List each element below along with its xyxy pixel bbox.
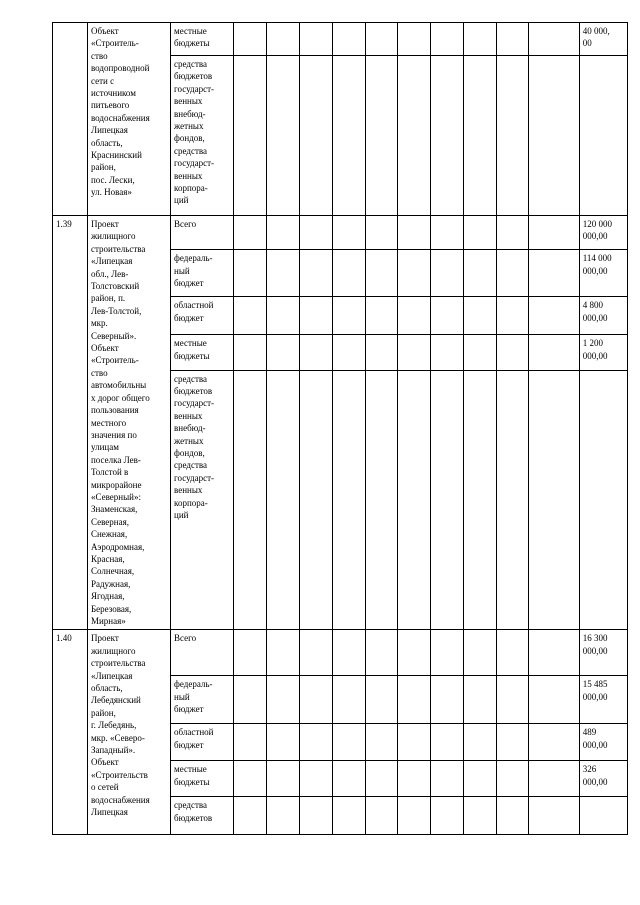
object-description: Проект жилищного строительства «Липецкая область, Лебедянский район, г. Лебедянь, мкр. «Северо- Западный». Объект «Строительств о сетей водоснабжения Липецкая: [87, 630, 170, 835]
empty-cell: [398, 250, 431, 297]
empty-cell: [529, 23, 579, 56]
empty-cell: [365, 297, 398, 335]
empty-cell: [234, 23, 267, 56]
empty-cell: [365, 761, 398, 797]
empty-cell: [431, 676, 464, 724]
empty-cell: [300, 56, 333, 216]
table-row: [53, 23, 628, 56]
empty-cell: [332, 676, 365, 724]
empty-cell: [463, 335, 496, 370]
empty-cell: [398, 370, 431, 630]
funding-amount: 1 200 000,00: [579, 335, 627, 370]
empty-cell: [234, 797, 267, 835]
empty-cell: [463, 370, 496, 630]
funding-source: областной бюджет: [171, 724, 234, 761]
empty-cell: [365, 724, 398, 761]
empty-cell: [398, 676, 431, 724]
empty-cell: [496, 335, 529, 370]
empty-cell: [332, 23, 365, 56]
empty-cell: [529, 676, 579, 724]
empty-cell: [463, 676, 496, 724]
funding-amount: 15 485 000,00: [579, 676, 627, 724]
funding-amount: [579, 370, 627, 630]
empty-cell: [431, 761, 464, 797]
program-funding-table: [52, 22, 628, 835]
empty-cell: [332, 297, 365, 335]
empty-cell: [332, 724, 365, 761]
empty-cell: [529, 56, 579, 216]
empty-cell: [267, 370, 300, 630]
empty-cell: [529, 297, 579, 335]
empty-cell: [332, 335, 365, 370]
empty-cell: [463, 724, 496, 761]
empty-cell: [332, 56, 365, 216]
funding-source: местные бюджеты: [171, 335, 234, 370]
funding-source: федераль- ный бюджет: [171, 676, 234, 724]
empty-cell: [300, 250, 333, 297]
funding-amount: 489 000,00: [579, 724, 627, 761]
empty-cell: [365, 630, 398, 676]
empty-cell: [267, 630, 300, 676]
funding-amount: 326 000,00: [579, 761, 627, 797]
funding-source: местные бюджеты: [171, 761, 234, 797]
empty-cell: [365, 370, 398, 630]
empty-cell: [398, 335, 431, 370]
table-row: [53, 216, 628, 250]
funding-source: Всего: [171, 630, 234, 676]
empty-cell: [267, 724, 300, 761]
funding-amount: 114 000 000,00: [579, 250, 627, 297]
empty-cell: [398, 724, 431, 761]
empty-cell: [398, 630, 431, 676]
empty-cell: [332, 797, 365, 835]
empty-cell: [431, 250, 464, 297]
funding-source: федераль- ный бюджет: [171, 250, 234, 297]
empty-cell: [529, 797, 579, 835]
empty-cell: [332, 761, 365, 797]
empty-cell: [267, 297, 300, 335]
row-number: [53, 23, 88, 216]
empty-cell: [365, 23, 398, 56]
funding-source: средства бюджетов: [171, 797, 234, 835]
table-row: [53, 630, 628, 676]
empty-cell: [267, 56, 300, 216]
object-description: Объект «Строитель- ство водопроводной сети с источником питьевого водоснабжения Липецкая область, Краснинский район, пос. Лески, ул. Новая»: [87, 23, 170, 216]
empty-cell: [234, 630, 267, 676]
funding-amount: 16 300 000,00: [579, 630, 627, 676]
empty-cell: [300, 761, 333, 797]
empty-cell: [300, 724, 333, 761]
empty-cell: [300, 676, 333, 724]
empty-cell: [463, 56, 496, 216]
empty-cell: [300, 216, 333, 250]
empty-cell: [267, 250, 300, 297]
empty-cell: [431, 370, 464, 630]
empty-cell: [529, 630, 579, 676]
empty-cell: [529, 335, 579, 370]
empty-cell: [529, 724, 579, 761]
empty-cell: [234, 761, 267, 797]
funding-amount: 120 000 000,00: [579, 216, 627, 250]
empty-cell: [529, 761, 579, 797]
empty-cell: [300, 335, 333, 370]
funding-amount: 40 000, 00: [579, 23, 627, 56]
empty-cell: [332, 370, 365, 630]
funding-source: Всего: [171, 216, 234, 250]
empty-cell: [463, 630, 496, 676]
empty-cell: [332, 216, 365, 250]
empty-cell: [234, 370, 267, 630]
funding-source: средства бюджетов государст- венных внебюд- жетных фондов, средства государст- венных корпора- ций: [171, 56, 234, 216]
empty-cell: [234, 297, 267, 335]
empty-cell: [300, 630, 333, 676]
empty-cell: [496, 297, 529, 335]
empty-cell: [300, 797, 333, 835]
empty-cell: [398, 297, 431, 335]
empty-cell: [431, 630, 464, 676]
empty-cell: [463, 297, 496, 335]
empty-cell: [234, 676, 267, 724]
empty-cell: [234, 724, 267, 761]
funding-source: средства бюджетов государст- венных внебюд- жетных фондов, средства государст- венных корпора- ций: [171, 370, 234, 630]
funding-amount: [579, 56, 627, 216]
empty-cell: [234, 335, 267, 370]
empty-cell: [234, 56, 267, 216]
empty-cell: [463, 797, 496, 835]
empty-cell: [332, 250, 365, 297]
empty-cell: [496, 724, 529, 761]
empty-cell: [529, 216, 579, 250]
empty-cell: [496, 630, 529, 676]
empty-cell: [365, 797, 398, 835]
empty-cell: [431, 23, 464, 56]
empty-cell: [398, 216, 431, 250]
funding-source: местные бюджеты: [171, 23, 234, 56]
empty-cell: [431, 216, 464, 250]
empty-cell: [398, 761, 431, 797]
empty-cell: [529, 250, 579, 297]
funding-amount: 4 800 000,00: [579, 297, 627, 335]
row-number: 1.40: [53, 630, 88, 835]
empty-cell: [463, 23, 496, 56]
funding-amount: [579, 797, 627, 835]
empty-cell: [496, 56, 529, 216]
empty-cell: [431, 56, 464, 216]
empty-cell: [365, 250, 398, 297]
empty-cell: [234, 216, 267, 250]
empty-cell: [398, 23, 431, 56]
empty-cell: [332, 630, 365, 676]
empty-cell: [431, 797, 464, 835]
empty-cell: [365, 56, 398, 216]
empty-cell: [463, 250, 496, 297]
empty-cell: [365, 216, 398, 250]
funding-source: областной бюджет: [171, 297, 234, 335]
empty-cell: [267, 335, 300, 370]
empty-cell: [365, 676, 398, 724]
empty-cell: [463, 216, 496, 250]
empty-cell: [398, 56, 431, 216]
empty-cell: [267, 23, 300, 56]
empty-cell: [496, 676, 529, 724]
empty-cell: [496, 370, 529, 630]
empty-cell: [300, 23, 333, 56]
empty-cell: [398, 797, 431, 835]
empty-cell: [496, 761, 529, 797]
empty-cell: [300, 370, 333, 630]
empty-cell: [431, 724, 464, 761]
empty-cell: [267, 676, 300, 724]
empty-cell: [431, 297, 464, 335]
empty-cell: [431, 335, 464, 370]
object-description: Проект жилищного строительства «Липецкая обл., Лев- Толстовский район, п. Лев-Толстой, мкр. Северный». Объект «Строитель- ство автомобильны х дорог общего пользования местного значения по улицам поселка Лев- Толстой в микрорайоне «Северный»: Знаменская, Северная, Снежная, Аэродромная, Красная, Солнечная, Радужная, Ягодная, Березовая, Мирная»: [87, 216, 170, 630]
row-number: 1.39: [53, 216, 88, 630]
empty-cell: [300, 297, 333, 335]
empty-cell: [267, 216, 300, 250]
empty-cell: [234, 250, 267, 297]
empty-cell: [496, 250, 529, 297]
empty-cell: [496, 797, 529, 835]
empty-cell: [463, 761, 496, 797]
empty-cell: [267, 797, 300, 835]
empty-cell: [529, 370, 579, 630]
empty-cell: [496, 216, 529, 250]
empty-cell: [365, 335, 398, 370]
empty-cell: [267, 761, 300, 797]
empty-cell: [496, 23, 529, 56]
